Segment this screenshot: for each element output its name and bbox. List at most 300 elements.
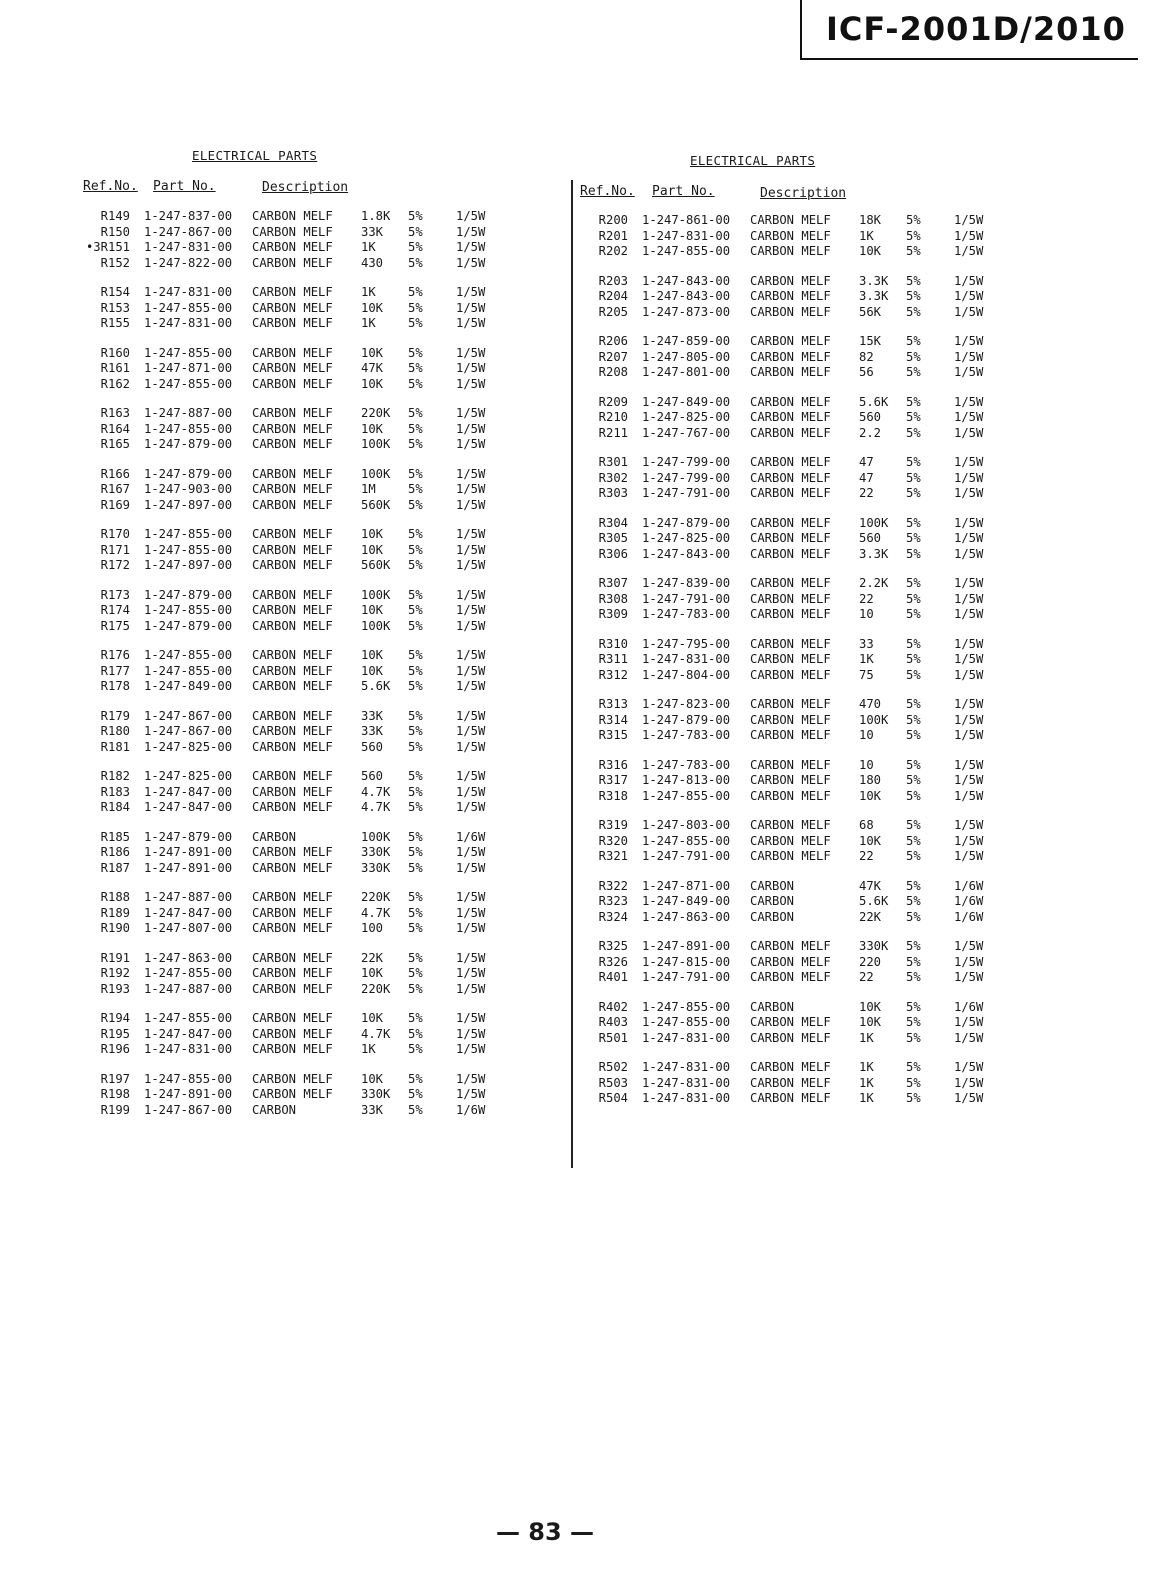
cell-description: CARBON MELF [750, 1091, 831, 1105]
cell-part-no: 1-247-867-00 [144, 224, 233, 239]
cell-tolerance: 5% [408, 376, 423, 391]
parts-row [76, 422, 516, 438]
parts-row [76, 285, 516, 301]
parts-group [76, 648, 516, 695]
cell-ref-no: R173 [100, 587, 130, 602]
right-header-description: Description [760, 186, 847, 201]
cell-value: 330K [361, 1087, 391, 1101]
cell-tolerance: 5% [408, 558, 423, 572]
cell-ref-no: R306 [598, 546, 628, 561]
cell-tolerance: 5% [906, 728, 921, 742]
cell-ref-no: R186 [100, 845, 130, 859]
cell-wattage: 1/5W [456, 1026, 486, 1041]
cell-ref-no: R205 [598, 304, 628, 319]
cell-tolerance: 5% [408, 361, 423, 375]
parts-group [574, 213, 1014, 260]
cell-wattage: 1/5W [954, 531, 984, 545]
cell-tolerance: 5% [906, 334, 921, 348]
cell-ref-no: R301 [598, 455, 628, 469]
cell-description: CARBON MELF [252, 224, 333, 239]
cell-description: CARBON MELF [252, 708, 333, 723]
cell-part-no: 1-247-891-00 [144, 860, 233, 875]
parts-row [574, 305, 1014, 321]
cell-wattage: 1/5W [954, 546, 984, 561]
parts-row [76, 982, 516, 998]
cell-tolerance: 5% [408, 966, 423, 980]
parts-row [76, 482, 516, 498]
left-header-description: Description [262, 180, 349, 195]
cell-wattage: 1/5W [954, 470, 984, 485]
cell-description: CARBON MELF [252, 648, 333, 662]
cell-tolerance: 5% [906, 410, 921, 424]
cell-tolerance: 5% [408, 1087, 423, 1101]
cell-tolerance: 5% [906, 652, 921, 666]
cell-part-no: 1-247-847-00 [144, 784, 233, 799]
cell-description: CARBON MELF [252, 345, 333, 360]
cell-tolerance: 5% [906, 878, 921, 893]
parts-row [76, 966, 516, 982]
cell-tolerance: 5% [906, 213, 921, 227]
parts-row [76, 1072, 516, 1088]
cell-tolerance: 5% [906, 757, 921, 772]
cell-wattage: 1/6W [456, 1102, 486, 1117]
parts-row [76, 437, 516, 453]
cell-value: 33 [859, 636, 874, 651]
cell-description: CARBON MELF [252, 603, 333, 617]
cell-wattage: 1/5W [456, 1087, 486, 1101]
cell-ref-no: R193 [100, 981, 130, 996]
parts-row [76, 406, 516, 422]
cell-tolerance: 5% [408, 618, 423, 633]
cell-description: CARBON MELF [750, 667, 831, 682]
cell-wattage: 1/5W [954, 1091, 984, 1105]
cell-tolerance: 5% [906, 365, 921, 379]
parts-row [574, 970, 1014, 986]
parts-row [574, 789, 1014, 805]
cell-value: 75 [859, 667, 874, 682]
parts-row [76, 785, 516, 801]
right-header-part: Part No. [652, 184, 715, 199]
cell-tolerance: 5% [408, 708, 423, 723]
cell-part-no: 1-247-831-00 [642, 652, 731, 666]
cell-part-no: 1-247-831-00 [642, 1075, 731, 1090]
cell-ref-no: •3R151 [85, 240, 130, 254]
cell-value: 10 [859, 728, 874, 742]
parts-row [574, 894, 1014, 910]
cell-value: 1K [361, 240, 376, 254]
cell-description: CARBON MELF [750, 652, 831, 666]
cell-value: 1K [859, 1030, 874, 1045]
cell-wattage: 1/5W [456, 905, 486, 920]
cell-part-no: 1-247-847-00 [144, 905, 233, 920]
cell-part-no: 1-247-855-00 [642, 788, 731, 803]
cell-value: 100 [361, 921, 384, 935]
cell-value: 220K [361, 981, 391, 996]
cell-wattage: 1/5W [954, 515, 984, 530]
parts-row [574, 879, 1014, 895]
cell-tolerance: 5% [906, 515, 921, 530]
cell-description: CARBON MELF [252, 316, 333, 330]
cell-description: CARBON MELF [750, 228, 831, 243]
cell-part-no: 1-247-783-00 [642, 757, 731, 772]
cell-part-no: 1-247-855-00 [144, 1011, 233, 1025]
cell-description: CARBON MELF [750, 244, 831, 258]
cell-wattage: 1/5W [456, 679, 486, 693]
cell-value: 10K [361, 648, 384, 662]
cell-tolerance: 5% [408, 860, 423, 875]
cell-ref-no: R198 [100, 1087, 130, 1101]
cell-tolerance: 5% [408, 1011, 423, 1025]
cell-ref-no: R323 [598, 894, 628, 908]
cell-value: 560 [361, 739, 384, 754]
cell-wattage: 1/5W [954, 425, 984, 440]
parts-row [574, 1000, 1014, 1016]
cell-value: 100K [859, 712, 889, 727]
cell-value: 68 [859, 818, 874, 832]
cell-value: 3.3K [859, 546, 889, 561]
parts-row [574, 547, 1014, 563]
cell-value: 5.6K [361, 679, 391, 693]
cell-part-no: 1-247-855-00 [642, 1015, 731, 1029]
cell-wattage: 1/5W [456, 739, 486, 754]
cell-ref-no: R502 [598, 1060, 628, 1074]
parts-row [574, 471, 1014, 487]
cell-ref-no: R191 [100, 950, 130, 965]
cell-part-no: 1-247-791-00 [642, 486, 731, 500]
cell-description: CARBON MELF [750, 394, 831, 409]
cell-part-no: 1-247-855-00 [642, 999, 731, 1014]
cell-tolerance: 5% [906, 697, 921, 711]
cell-ref-no: R211 [598, 425, 628, 440]
cell-ref-no: R200 [598, 213, 628, 227]
cell-tolerance: 5% [906, 712, 921, 727]
cell-value: 430 [361, 255, 384, 270]
cell-description: CARBON MELF [252, 437, 333, 451]
parts-row [574, 455, 1014, 471]
cell-value: 1K [859, 1075, 874, 1090]
cell-description: CARBON MELF [750, 546, 831, 561]
cell-wattage: 1/5W [954, 591, 984, 606]
parts-group [76, 890, 516, 937]
cell-tolerance: 5% [408, 224, 423, 239]
cell-wattage: 1/5W [456, 240, 486, 254]
cell-part-no: 1-247-831-00 [144, 285, 233, 299]
parts-row [76, 664, 516, 680]
cell-wattage: 1/5W [456, 316, 486, 330]
cell-ref-no: R315 [598, 728, 628, 742]
cell-ref-no: R304 [598, 515, 628, 530]
cell-wattage: 1/6W [954, 999, 984, 1014]
cell-description: CARBON MELF [252, 587, 333, 602]
cell-part-no: 1-247-867-00 [144, 1102, 233, 1117]
cell-description: CARBON MELF [252, 724, 333, 738]
cell-ref-no: R169 [100, 497, 130, 512]
cell-part-no: 1-247-859-00 [642, 334, 731, 348]
cell-description: CARBON MELF [750, 486, 831, 500]
cell-part-no: 1-247-879-00 [144, 829, 233, 844]
cell-part-no: 1-247-831-00 [642, 1060, 731, 1074]
cell-wattage: 1/5W [954, 273, 984, 288]
cell-value: 560 [859, 410, 882, 424]
cell-wattage: 1/5W [954, 576, 984, 590]
parts-row [76, 740, 516, 756]
cell-tolerance: 5% [906, 546, 921, 561]
cell-ref-no: R182 [100, 769, 130, 783]
cell-wattage: 1/6W [456, 829, 486, 844]
cell-value: 5.6K [859, 394, 889, 409]
cell-description: CARBON MELF [252, 981, 333, 996]
cell-description: CARBON MELF [252, 860, 333, 875]
cell-description: CARBON MELF [750, 1060, 831, 1074]
parts-row [574, 1076, 1014, 1092]
cell-value: 4.7K [361, 784, 391, 799]
cell-wattage: 1/5W [954, 818, 984, 832]
cell-tolerance: 5% [408, 829, 423, 844]
cell-wattage: 1/5W [456, 300, 486, 315]
cell-wattage: 1/6W [954, 894, 984, 908]
parts-row [574, 350, 1014, 366]
parts-row [574, 426, 1014, 442]
cell-part-no: 1-247-879-00 [144, 587, 233, 602]
parts-row [76, 240, 516, 256]
cell-part-no: 1-247-849-00 [642, 394, 731, 409]
cell-value: 3.3K [859, 273, 889, 288]
cell-ref-no: R176 [100, 648, 130, 662]
cell-wattage: 1/5W [456, 618, 486, 633]
cell-tolerance: 5% [408, 921, 423, 935]
cell-tolerance: 5% [408, 1042, 423, 1056]
cell-value: 100K [361, 829, 391, 844]
cell-ref-no: R181 [100, 739, 130, 754]
cell-wattage: 1/5W [456, 466, 486, 481]
cell-value: 220 [859, 954, 882, 969]
cell-ref-no: R190 [100, 921, 130, 935]
cell-wattage: 1/5W [954, 244, 984, 258]
cell-ref-no: R177 [100, 663, 130, 678]
parts-row [574, 516, 1014, 532]
parts-row [76, 209, 516, 225]
cell-wattage: 1/5W [954, 1075, 984, 1090]
left-header-ref: Ref.No. [83, 179, 138, 194]
cell-tolerance: 5% [408, 679, 423, 693]
parts-row [574, 410, 1014, 426]
cell-ref-no: R311 [598, 652, 628, 666]
cell-wattage: 1/5W [954, 757, 984, 772]
cell-value: 10K [361, 376, 384, 391]
cell-wattage: 1/5W [456, 437, 486, 451]
cell-part-no: 1-247-767-00 [642, 425, 731, 440]
parts-row [574, 834, 1014, 850]
cell-ref-no: R312 [598, 667, 628, 682]
cell-wattage: 1/5W [456, 784, 486, 799]
cell-value: 22 [859, 591, 874, 606]
cell-description: CARBON MELF [750, 773, 831, 787]
cell-ref-no: R174 [100, 603, 130, 617]
cell-tolerance: 5% [906, 394, 921, 409]
cell-value: 560 [361, 769, 384, 783]
cell-wattage: 1/5W [456, 845, 486, 859]
parts-row [574, 592, 1014, 608]
cell-description: CARBON MELF [252, 890, 333, 904]
cell-part-no: 1-247-825-00 [642, 531, 731, 545]
cell-tolerance: 5% [906, 1060, 921, 1074]
cell-tolerance: 5% [906, 818, 921, 832]
cell-description: CARBON MELF [750, 849, 831, 863]
cell-tolerance: 5% [906, 894, 921, 908]
cell-value: 180 [859, 773, 882, 787]
cell-part-no: 1-247-873-00 [642, 304, 731, 319]
cell-ref-no: R401 [598, 970, 628, 984]
cell-part-no: 1-247-891-00 [144, 845, 233, 859]
parts-group [76, 1072, 516, 1119]
cell-wattage: 1/5W [954, 1060, 984, 1074]
cell-ref-no: R166 [100, 466, 130, 481]
cell-part-no: 1-247-805-00 [642, 349, 731, 364]
cell-tolerance: 5% [408, 285, 423, 299]
parts-group [574, 637, 1014, 684]
cell-description: CARBON MELF [750, 531, 831, 545]
cell-description: CARBON MELF [750, 425, 831, 440]
cell-ref-no: R303 [598, 486, 628, 500]
cell-wattage: 1/5W [954, 213, 984, 227]
cell-description: CARBON MELF [252, 618, 333, 633]
cell-description: CARBON MELF [252, 966, 333, 980]
cell-part-no: 1-247-897-00 [144, 558, 233, 572]
cell-description: CARBON MELF [750, 697, 831, 711]
cell-wattage: 1/5W [954, 652, 984, 666]
parts-row [76, 467, 516, 483]
cell-ref-no: R307 [598, 576, 628, 590]
cell-value: 18K [859, 213, 882, 227]
cell-tolerance: 5% [408, 240, 423, 254]
parts-group [76, 830, 516, 877]
cell-part-no: 1-247-855-00 [144, 648, 233, 662]
cell-description: CARBON MELF [252, 739, 333, 754]
cell-description: CARBON [252, 1102, 297, 1117]
cell-description: CARBON MELF [252, 482, 333, 496]
cell-ref-no: R310 [598, 636, 628, 651]
cell-part-no: 1-247-799-00 [642, 470, 731, 485]
parts-group [574, 274, 1014, 321]
cell-value: 1.8K [361, 209, 391, 223]
cell-ref-no: R172 [100, 558, 130, 572]
cell-value: 22 [859, 849, 874, 863]
cell-wattage: 1/5W [954, 667, 984, 682]
parts-row [76, 679, 516, 695]
cell-part-no: 1-247-825-00 [144, 769, 233, 783]
cell-wattage: 1/5W [954, 365, 984, 379]
cell-description: CARBON MELF [252, 497, 333, 512]
cell-part-no: 1-247-863-00 [642, 909, 731, 924]
cell-wattage: 1/5W [954, 939, 984, 953]
cell-part-no: 1-247-813-00 [642, 773, 731, 787]
cell-value: 10K [361, 1011, 384, 1025]
parts-row [574, 229, 1014, 245]
cell-tolerance: 5% [906, 939, 921, 953]
cell-ref-no: R197 [100, 1071, 130, 1086]
cell-ref-no: R175 [100, 618, 130, 633]
cell-value: 2.2K [859, 576, 889, 590]
parts-row [76, 1103, 516, 1119]
cell-value: 10K [361, 603, 384, 617]
cell-ref-no: R187 [100, 860, 130, 875]
cell-value: 47K [361, 361, 384, 375]
cell-wattage: 1/5W [456, 860, 486, 875]
cell-tolerance: 5% [408, 648, 423, 662]
cell-ref-no: R178 [100, 679, 130, 693]
cell-value: 33K [361, 224, 384, 239]
cell-ref-no: R179 [100, 708, 130, 723]
cell-description: CARBON MELF [750, 1030, 831, 1045]
cell-ref-no: R324 [598, 909, 628, 924]
parts-row [574, 1031, 1014, 1047]
cell-description: CARBON MELF [252, 800, 333, 814]
cell-value: 4.7K [361, 800, 391, 814]
cell-description: CARBON [750, 894, 795, 908]
cell-tolerance: 5% [408, 1102, 423, 1117]
cell-tolerance: 5% [906, 455, 921, 469]
cell-ref-no: R322 [598, 878, 628, 893]
cell-part-no: 1-247-863-00 [144, 950, 233, 965]
cell-value: 100K [361, 466, 391, 481]
cell-wattage: 1/5W [954, 410, 984, 424]
cell-value: 47 [859, 455, 874, 469]
cell-ref-no: R150 [100, 224, 130, 239]
cell-value: 100K [859, 515, 889, 530]
cell-ref-no: R195 [100, 1026, 130, 1041]
cell-ref-no: R167 [100, 482, 130, 496]
cell-part-no: 1-247-855-00 [144, 345, 233, 360]
cell-description: CARBON MELF [750, 1015, 831, 1029]
parts-group [76, 346, 516, 393]
parts-group [574, 516, 1014, 563]
parts-row [76, 225, 516, 241]
cell-wattage: 1/5W [456, 542, 486, 557]
cell-part-no: 1-247-891-00 [642, 939, 731, 953]
cell-description: CARBON MELF [252, 769, 333, 783]
parts-row [76, 861, 516, 877]
cell-part-no: 1-247-795-00 [642, 636, 731, 651]
cell-ref-no: R170 [100, 527, 130, 541]
cell-part-no: 1-247-831-00 [642, 228, 731, 243]
cell-value: 10K [361, 345, 384, 360]
cell-ref-no: R313 [598, 697, 628, 711]
parts-group [76, 709, 516, 756]
cell-value: 22K [859, 909, 882, 924]
cell-value: 33K [361, 724, 384, 738]
right-parts-list [574, 213, 1014, 1121]
cell-value: 10K [859, 999, 882, 1014]
parts-row [574, 773, 1014, 789]
cell-wattage: 1/5W [456, 482, 486, 496]
cell-description: CARBON MELF [750, 334, 831, 348]
cell-part-no: 1-247-855-00 [144, 542, 233, 557]
cell-part-no: 1-247-903-00 [144, 482, 233, 496]
cell-wattage: 1/6W [954, 909, 984, 924]
cell-value: 22 [859, 970, 874, 984]
parts-group [76, 406, 516, 453]
cell-wattage: 1/5W [456, 890, 486, 904]
cell-wattage: 1/5W [456, 950, 486, 965]
cell-ref-no: R185 [100, 829, 130, 844]
cell-tolerance: 5% [408, 542, 423, 557]
cell-ref-no: R153 [100, 300, 130, 315]
parts-group [574, 334, 1014, 381]
cell-description: CARBON MELF [750, 970, 831, 984]
cell-part-no: 1-247-847-00 [144, 1026, 233, 1041]
parts-row [574, 486, 1014, 502]
cell-part-no: 1-247-831-00 [144, 240, 233, 254]
